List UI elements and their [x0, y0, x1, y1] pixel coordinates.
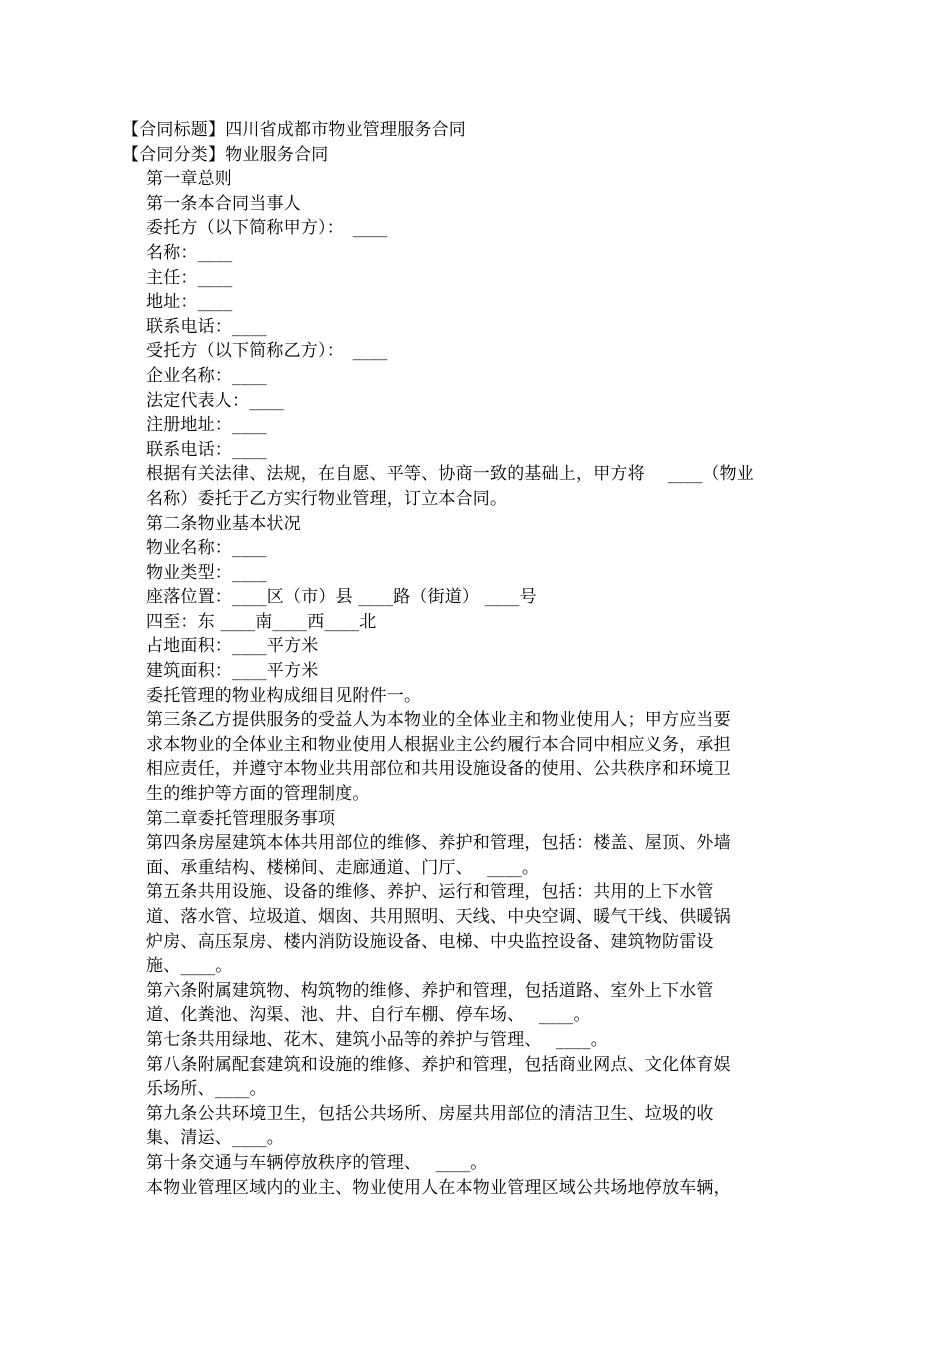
- text-line: 地址：____: [146, 292, 233, 313]
- text-line: 相应责任，并遵守本物业共用部位和共用设施设备的使用、公共秩序和环境卫: [146, 759, 731, 780]
- text-line: 第十条交通与车辆停放秩序的管理、 ____。: [146, 1152, 488, 1173]
- text-line: 第九条公共环境卫生，包括公共场所、房屋共用部位的清洁卫生、垃圾的收: [146, 1103, 714, 1124]
- text-line: 名称）委托于乙方实行物业管理，订立本合同。: [146, 488, 508, 509]
- text-line: 物业名称：____: [146, 538, 267, 559]
- text-line: 联系电话：____: [146, 316, 267, 337]
- text-line: 道、化粪池、沟渠、池、井、自行车棚、停车场、 ____。: [146, 1005, 591, 1026]
- text-line: 本物业管理区域内的业主、物业使用人在本物业管理区域公共场地停放车辆，: [146, 1177, 731, 1198]
- text-line: 物业类型：____: [146, 562, 267, 583]
- text-line: 联系电话：____: [146, 439, 267, 460]
- article-heading: 第一条本合同当事人: [146, 193, 301, 214]
- text-line: 委托方（以下简称甲方）： ____: [146, 218, 388, 239]
- text-line: 第六条附属建筑物、构筑物的维修、养护和管理，包括道路、室外上下水管: [146, 980, 714, 1001]
- text-line: 生的维护等方面的管理制度。: [146, 784, 370, 805]
- text-line: 集、清运、____。: [146, 1128, 284, 1149]
- text-line: 占地面积：____平方米: [146, 636, 319, 657]
- text-line: 法定代表人：____: [146, 390, 284, 411]
- chapter-heading: 第一章总则: [146, 169, 232, 190]
- text-line: 座落位置：____区（市）县 ____路（街道） ____号: [146, 587, 537, 608]
- text-line: 建筑面积：____平方米: [146, 661, 319, 682]
- text-line: 四至：东 ____南____西____北: [146, 611, 377, 632]
- text-line: 道、落水管、垃圾道、烟囱、共用照明、天线、中央空调、暖气干线、供暖锅: [146, 907, 731, 927]
- text-line: 第七条共用绿地、花木、建筑小品等的养护与管理、 ____。: [146, 1029, 608, 1050]
- text-line: 受托方（以下简称乙方）： ____: [146, 341, 388, 362]
- text-line: 面、承重结构、楼梯间、走廊通道、门厅、 ____。: [146, 857, 540, 878]
- contract-title: 【合同标题】四川省成都市物业管理服务合同: [122, 120, 466, 140]
- text-line: 求本物业的全体业主和物业使用人根据业主公约履行本合同中相应义务，承担: [146, 734, 731, 755]
- text-line: 注册地址：____: [146, 415, 267, 436]
- text-line: 乐场所、____。: [146, 1079, 267, 1100]
- article-heading: 第二条物业基本状况: [146, 513, 301, 534]
- text-line: 委托管理的物业构成细目见附件一。: [146, 685, 422, 706]
- text-line: 第八条附属配套建筑和设施的维修、养护和管理，包括商业网点、文化体育娱: [146, 1054, 731, 1075]
- contract-body: [122, 118, 806, 1200]
- text-line: 施、____。: [146, 956, 233, 977]
- contract-category: 【合同分类】物业服务合同: [122, 144, 329, 165]
- text-line: 第三条乙方提供服务的受益人为本物业的全体业主和物业使用人；甲方应当要: [146, 710, 731, 731]
- text-line: 主任：____: [146, 267, 233, 288]
- text-line: 企业名称：____: [146, 365, 267, 386]
- text-line: 第四条房屋建筑本体共用部位的维修、养护和管理，包括：楼盖、屋顶、外墙: [146, 833, 731, 854]
- text-line: 根据有关法律、法规，在自愿、平等、协商一致的基础上，甲方将 ____（物业: [146, 464, 755, 485]
- text-line: 名称：____: [146, 242, 233, 263]
- text-line: 炉房、高压泵房、楼内消防设施设备、电梯、中央监控设备、建筑物防雷设: [146, 931, 714, 952]
- chapter-heading: 第二章委托管理服务事项: [146, 808, 336, 829]
- text-line: 第五条共用设施、设备的维修、养护、运行和管理，包括：共用的上下水管: [146, 882, 714, 903]
